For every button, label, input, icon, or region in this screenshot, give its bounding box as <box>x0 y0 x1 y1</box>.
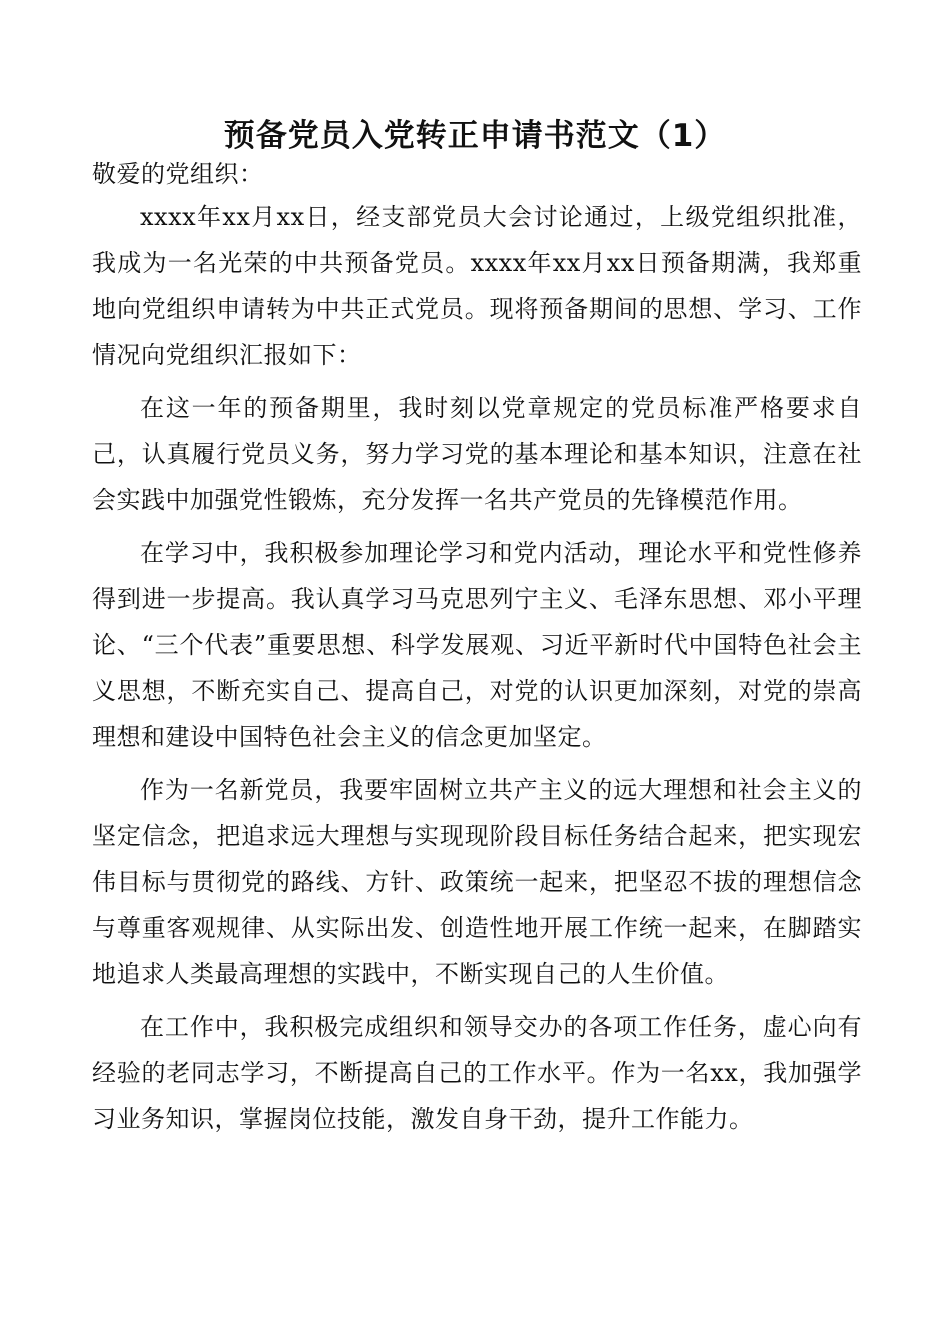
document-title: 预备党员入党转正申请书范文（1） <box>223 118 727 154</box>
paragraph-3: 在学习中，我积极参加理论学习和党内活动，理论水平和党性修养得到进一步提高。我认真学习马克思列宁主义、毛泽东思想、邓小平理论、“三个代表”重要思想、科学发展观、习近平新时代中国特色社会主义思想，不断充实自己、提高自己，对党的认识更加深刻，对党的崇高理想和建设中国特色社会主义的信念更加坚定。 <box>92 539 862 751</box>
paragraph-1: xxxx年xx月xx日，经支部党员大会讨论通过，上级党组织批准，我成为一名光荣的中共预备党员。xxxx年xx月xx日预备期满，我郑重地向党组织申请转为中共正式党员。现将预备期间的思想、学习、工作情况向党组织汇报如下： <box>92 203 862 369</box>
document-body <box>92 156 862 1149</box>
paragraph-2: 在这一年的预备期里，我时刻以党章规定的党员标准严格要求自己，认真履行党员义务，努力学习党的基本理论和基本知识，注意在社会实践中加强党性锻炼，充分发挥一名共产党员的先锋模范作用。 <box>92 394 862 514</box>
salutation: 敬爱的党组织： <box>92 160 264 188</box>
paragraph-5: 在工作中，我积极完成组织和领导交办的各项工作任务，虚心向有经验的老同志学习，不断提高自己的工作水平。作为一名xx，我加强学习业务知识，掌握岗位技能，激发自身干劲，提升工作能力。 <box>92 1013 862 1133</box>
paragraph-4: 作为一名新党员，我要牢固树立共产主义的远大理想和社会主义的坚定信念，把追求远大理想与实现现阶段目标任务结合起来，把实现宏伟目标与贯彻党的路线、方针、政策统一起来，把坚忍不拔的理想信念与尊重客观规律、从实际出发、创造性地开展工作统一起来，在脚踏实地追求人类最高理想的实践中，不断实现自己的人生价值。 <box>92 776 862 988</box>
